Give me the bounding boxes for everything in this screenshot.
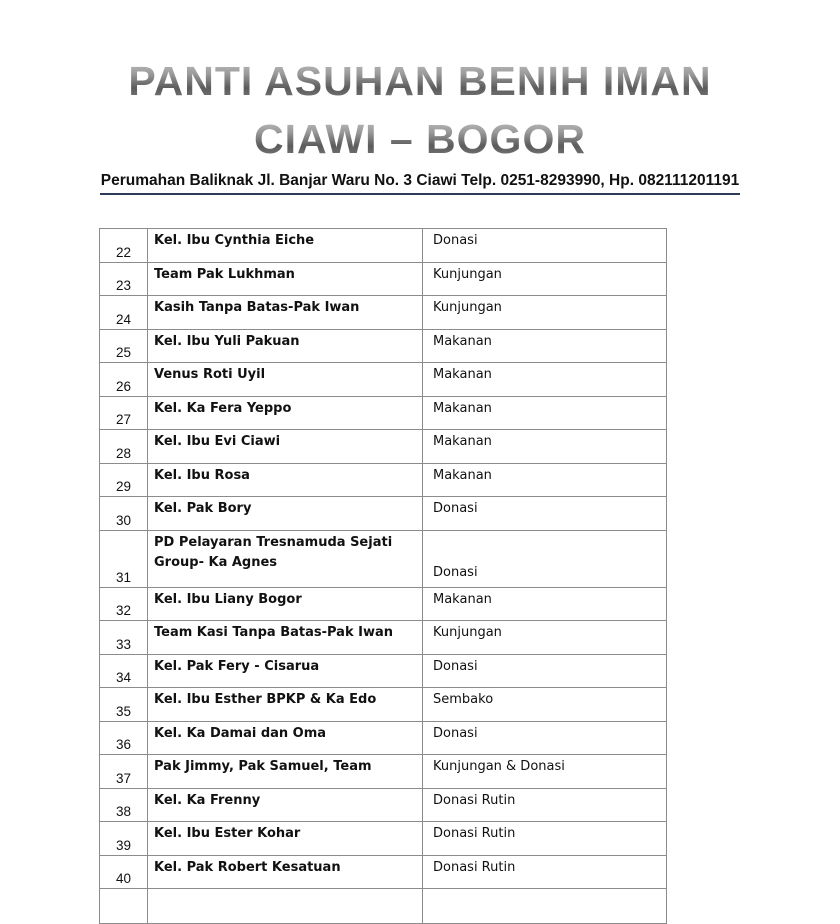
donation-type: Donasi [423,497,667,531]
row-number: 26 [100,363,148,397]
donor-name: Kel. Ka Fera Yeppo [148,396,423,430]
row-number: 23 [100,262,148,296]
table-row-empty [100,889,667,924]
donor-name: Kel. Pak Robert Kesatuan [148,855,423,889]
row-number: 28 [100,430,148,464]
donor-name: Kel. Ibu Rosa [148,463,423,497]
donation-type: Donasi [423,530,667,587]
donor-name: Kel. Ibu Cynthia Eiche [148,229,423,263]
row-number: 25 [100,329,148,363]
letterhead [0,52,840,190]
org-title-line2: CIAWI – BOGOR [0,110,840,168]
table-row [100,363,667,397]
row-number: 27 [100,396,148,430]
donor-name: Kel. Ka Frenny [148,788,423,822]
empty-cell [148,889,423,924]
letterhead-divider [100,193,740,195]
empty-cell [423,889,667,924]
donation-type: Kunjungan [423,621,667,655]
row-number: 24 [100,296,148,330]
row-number: 29 [100,463,148,497]
donation-type: Sembako [423,688,667,722]
donation-type: Makanan [423,463,667,497]
donation-type: Donasi Rutin [423,822,667,856]
table-row [100,688,667,722]
donor-name: Kel. Pak Fery - Cisarua [148,654,423,688]
donation-type: Donasi [423,229,667,263]
donation-type: Makanan [423,363,667,397]
donor-name: Kel. Ibu Esther BPKP & Ka Edo [148,688,423,722]
row-number: 37 [100,755,148,789]
row-number: 30 [100,497,148,531]
table-row [100,296,667,330]
donation-type: Makanan [423,587,667,621]
table-row [100,621,667,655]
row-number: 35 [100,688,148,722]
donor-name: Kel. Ibu Liany Bogor [148,587,423,621]
table-row [100,721,667,755]
donation-type: Donasi Rutin [423,788,667,822]
table-row [100,755,667,789]
donor-name: Kel. Ibu Evi Ciawi [148,430,423,464]
org-address: Perumahan Baliknak Jl. Banjar Waru No. 3 Ciawi Telp. 0251-8293990, Hp. 082111201191 [100,172,740,189]
donation-type: Donasi Rutin [423,855,667,889]
donation-type: Makanan [423,430,667,464]
table-row [100,229,667,263]
table-row [100,463,667,497]
table-row [100,262,667,296]
table-row [100,654,667,688]
donation-type: Kunjungan & Donasi [423,755,667,789]
table-row [100,788,667,822]
donor-name: Venus Roti Uyil [148,363,423,397]
donation-type: Kunjungan [423,296,667,330]
donor-name: Pak Jimmy, Pak Samuel, Team [148,755,423,789]
empty-cell [100,889,148,924]
row-number: 33 [100,621,148,655]
donor-name: Team Kasi Tanpa Batas-Pak Iwan [148,621,423,655]
row-number: 32 [100,587,148,621]
table-row [100,430,667,464]
table-row [100,822,667,856]
donor-name: Kel. Ka Damai dan Oma [148,721,423,755]
row-number: 36 [100,721,148,755]
donor-name: PD Pelayaran Tresnamuda Sejati Group- Ka Agnes [148,530,423,587]
donor-name: Kel. Pak Bory [148,497,423,531]
row-number: 34 [100,654,148,688]
org-title-line1: PANTI ASUHAN BENIH IMAN [0,52,840,110]
table-row [100,855,667,889]
donor-name: Kasih Tanpa Batas-Pak Iwan [148,296,423,330]
donor-name: Team Pak Lukhman [148,262,423,296]
donation-type: Kunjungan [423,262,667,296]
row-number: 31 [100,530,148,587]
table-row [100,497,667,531]
donor-name: Kel. Ibu Ester Kohar [148,822,423,856]
donation-type: Donasi [423,654,667,688]
donor-name: Kel. Ibu Yuli Pakuan [148,329,423,363]
table-row [100,530,667,587]
table-row [100,329,667,363]
row-number: 22 [100,229,148,263]
donation-type: Makanan [423,329,667,363]
row-number: 39 [100,822,148,856]
donation-type: Makanan [423,396,667,430]
table-row [100,396,667,430]
row-number: 40 [100,855,148,889]
row-number: 38 [100,788,148,822]
donation-type: Donasi [423,721,667,755]
donor-table [99,228,667,924]
table-row [100,587,667,621]
